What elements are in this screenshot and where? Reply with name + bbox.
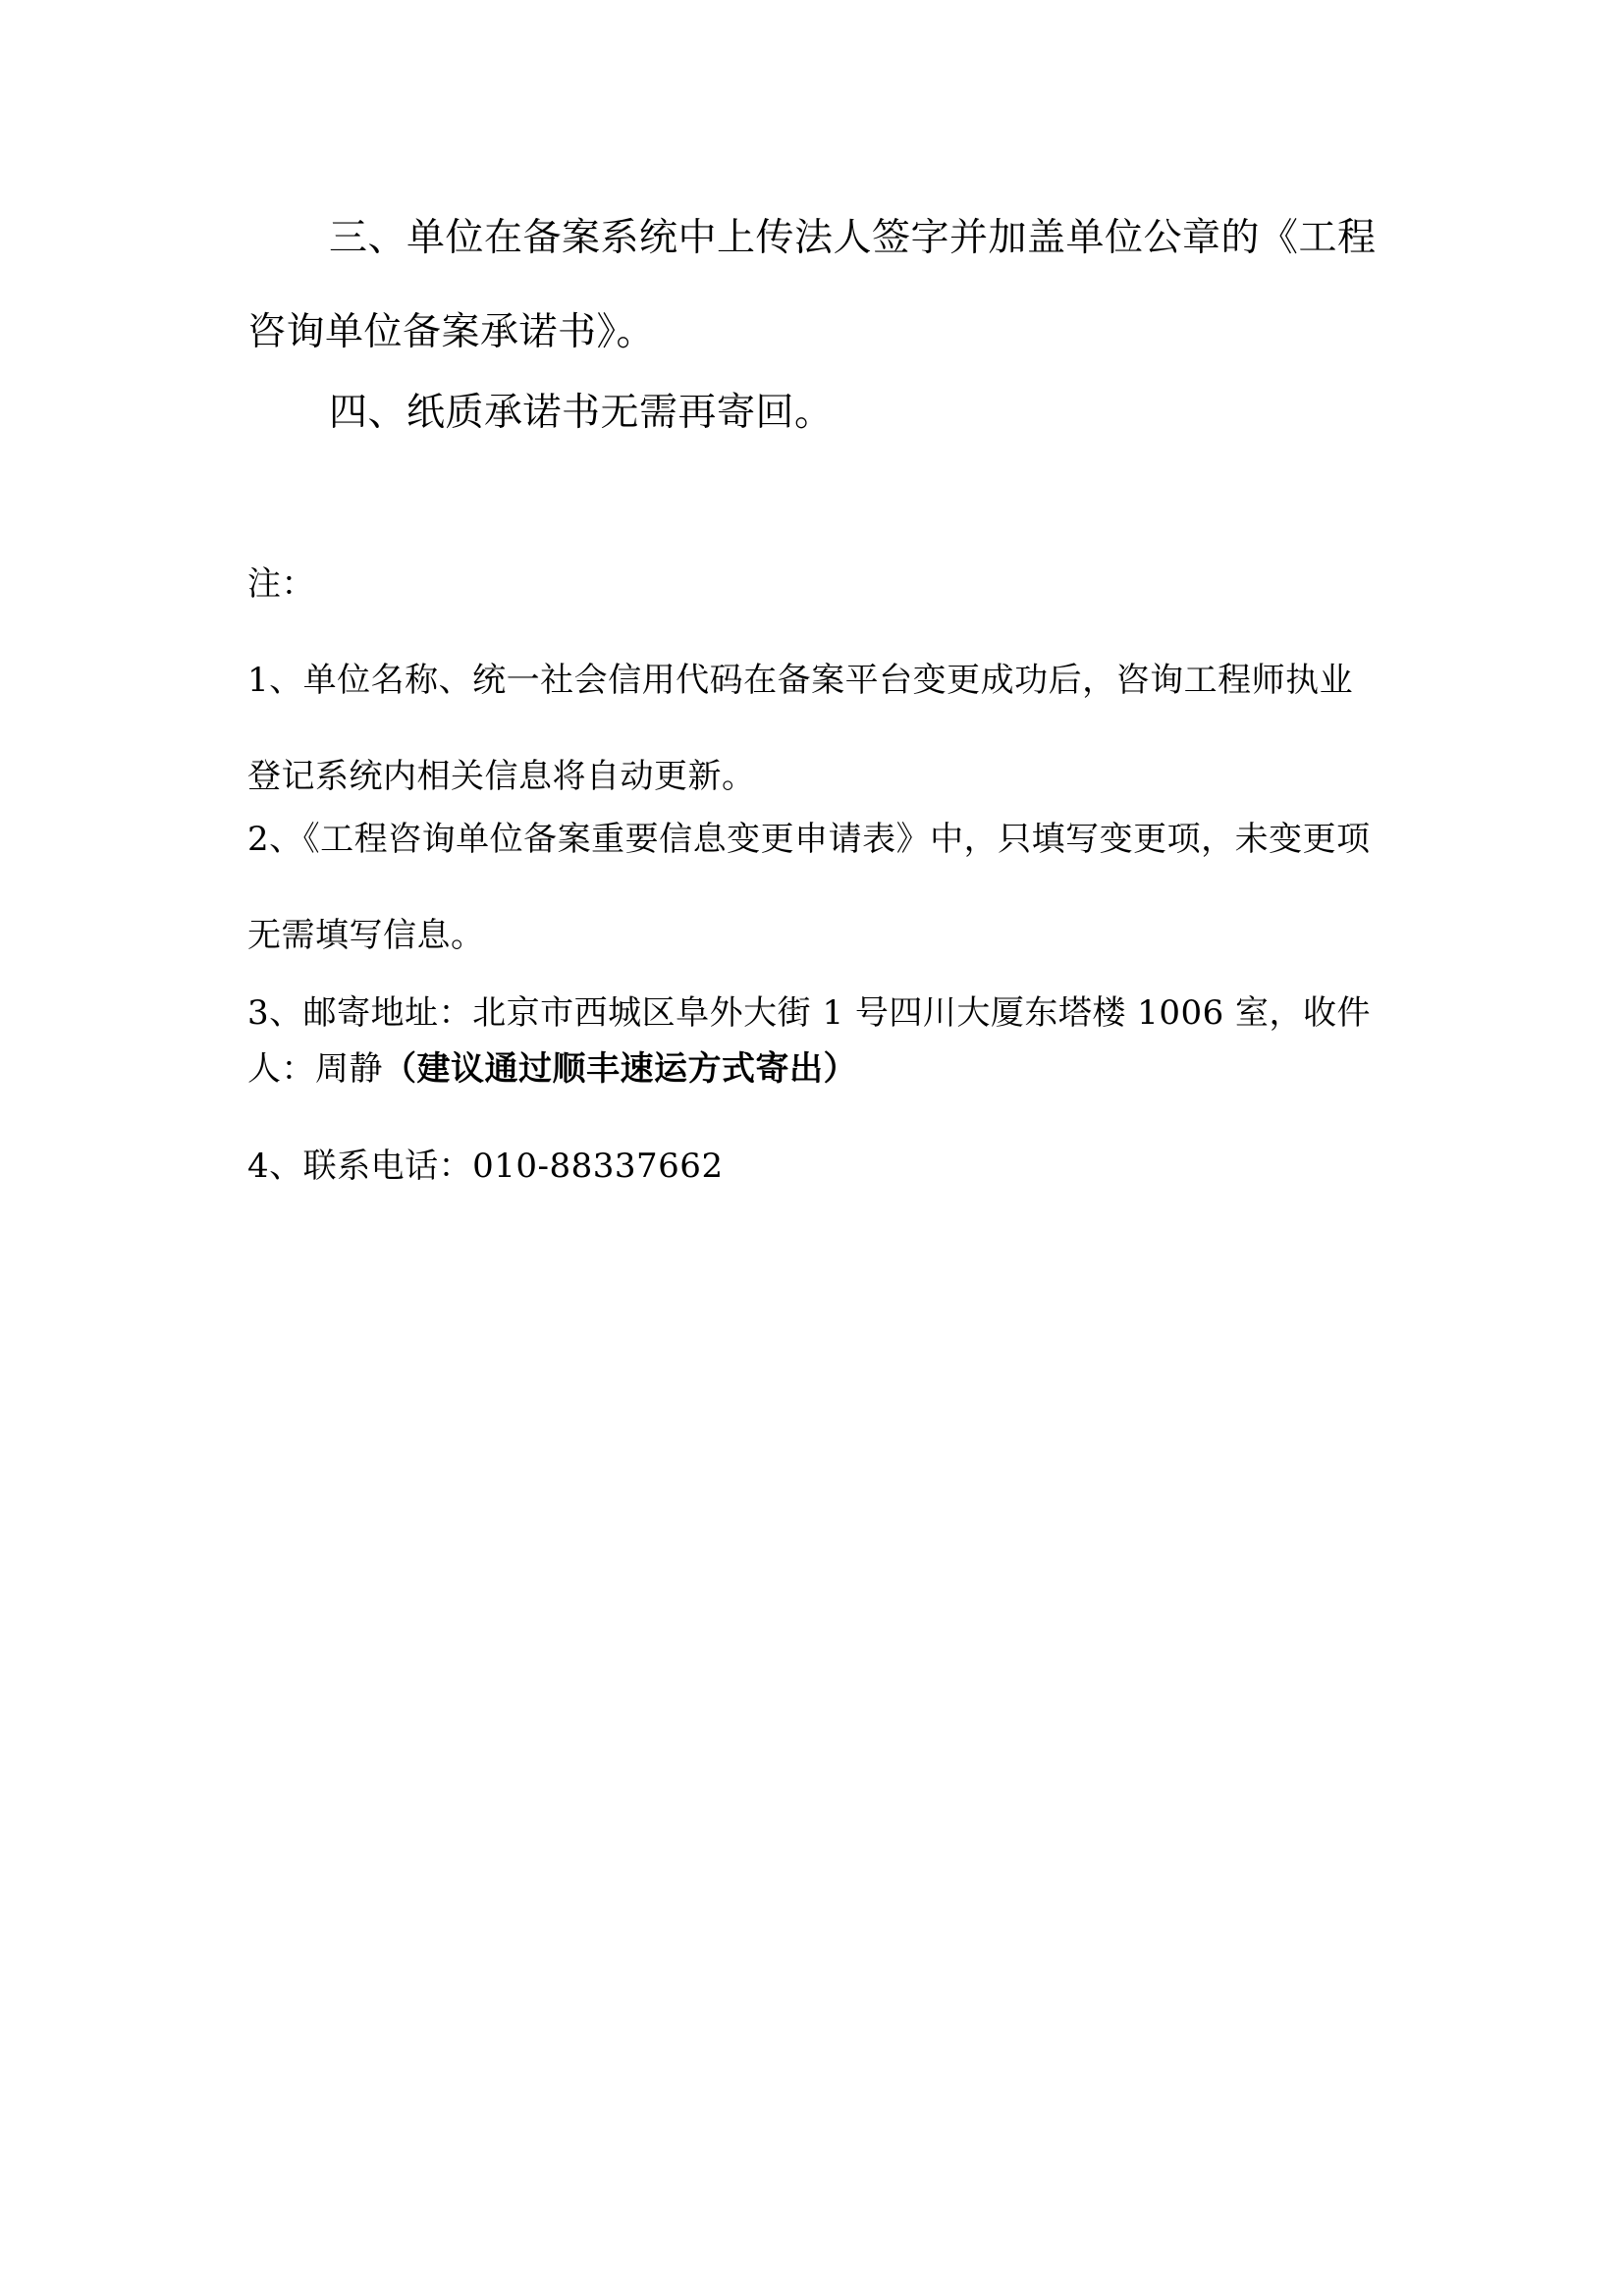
paragraph-three: 三、单位在备案系统中上传法人签字并加盖单位公章的《工程咨询单位备案承诺书》。 xyxy=(247,216,1377,354)
paragraph-four: 四、纸质承诺书无需再寄回。 xyxy=(329,391,834,435)
note-item-2: 2、《工程咨询单位备案重要信息变更申请表》中，只填写变更项，未变更项无需填写信息。 xyxy=(247,820,1371,955)
note-item-1: 1、单位名称、统一社会信用代码在备案平台变更成功后，咨询工程师执业登记系统内相关信息将自动更新。 xyxy=(247,661,1354,796)
note-item-4-phone: 4、联系电话：010-88337662 xyxy=(247,1147,724,1186)
note-item-3 xyxy=(247,986,1386,1097)
notes-heading: 注： xyxy=(247,564,315,604)
note-item-3-shipping-advice: （建议通过顺丰速运方式寄出） xyxy=(383,1049,857,1089)
note-item-3-address: 3、邮寄地址：北京市西城区阜外大街 1 号四川大厦东塔楼 1006 室，收件人：周静 xyxy=(247,993,1372,1089)
